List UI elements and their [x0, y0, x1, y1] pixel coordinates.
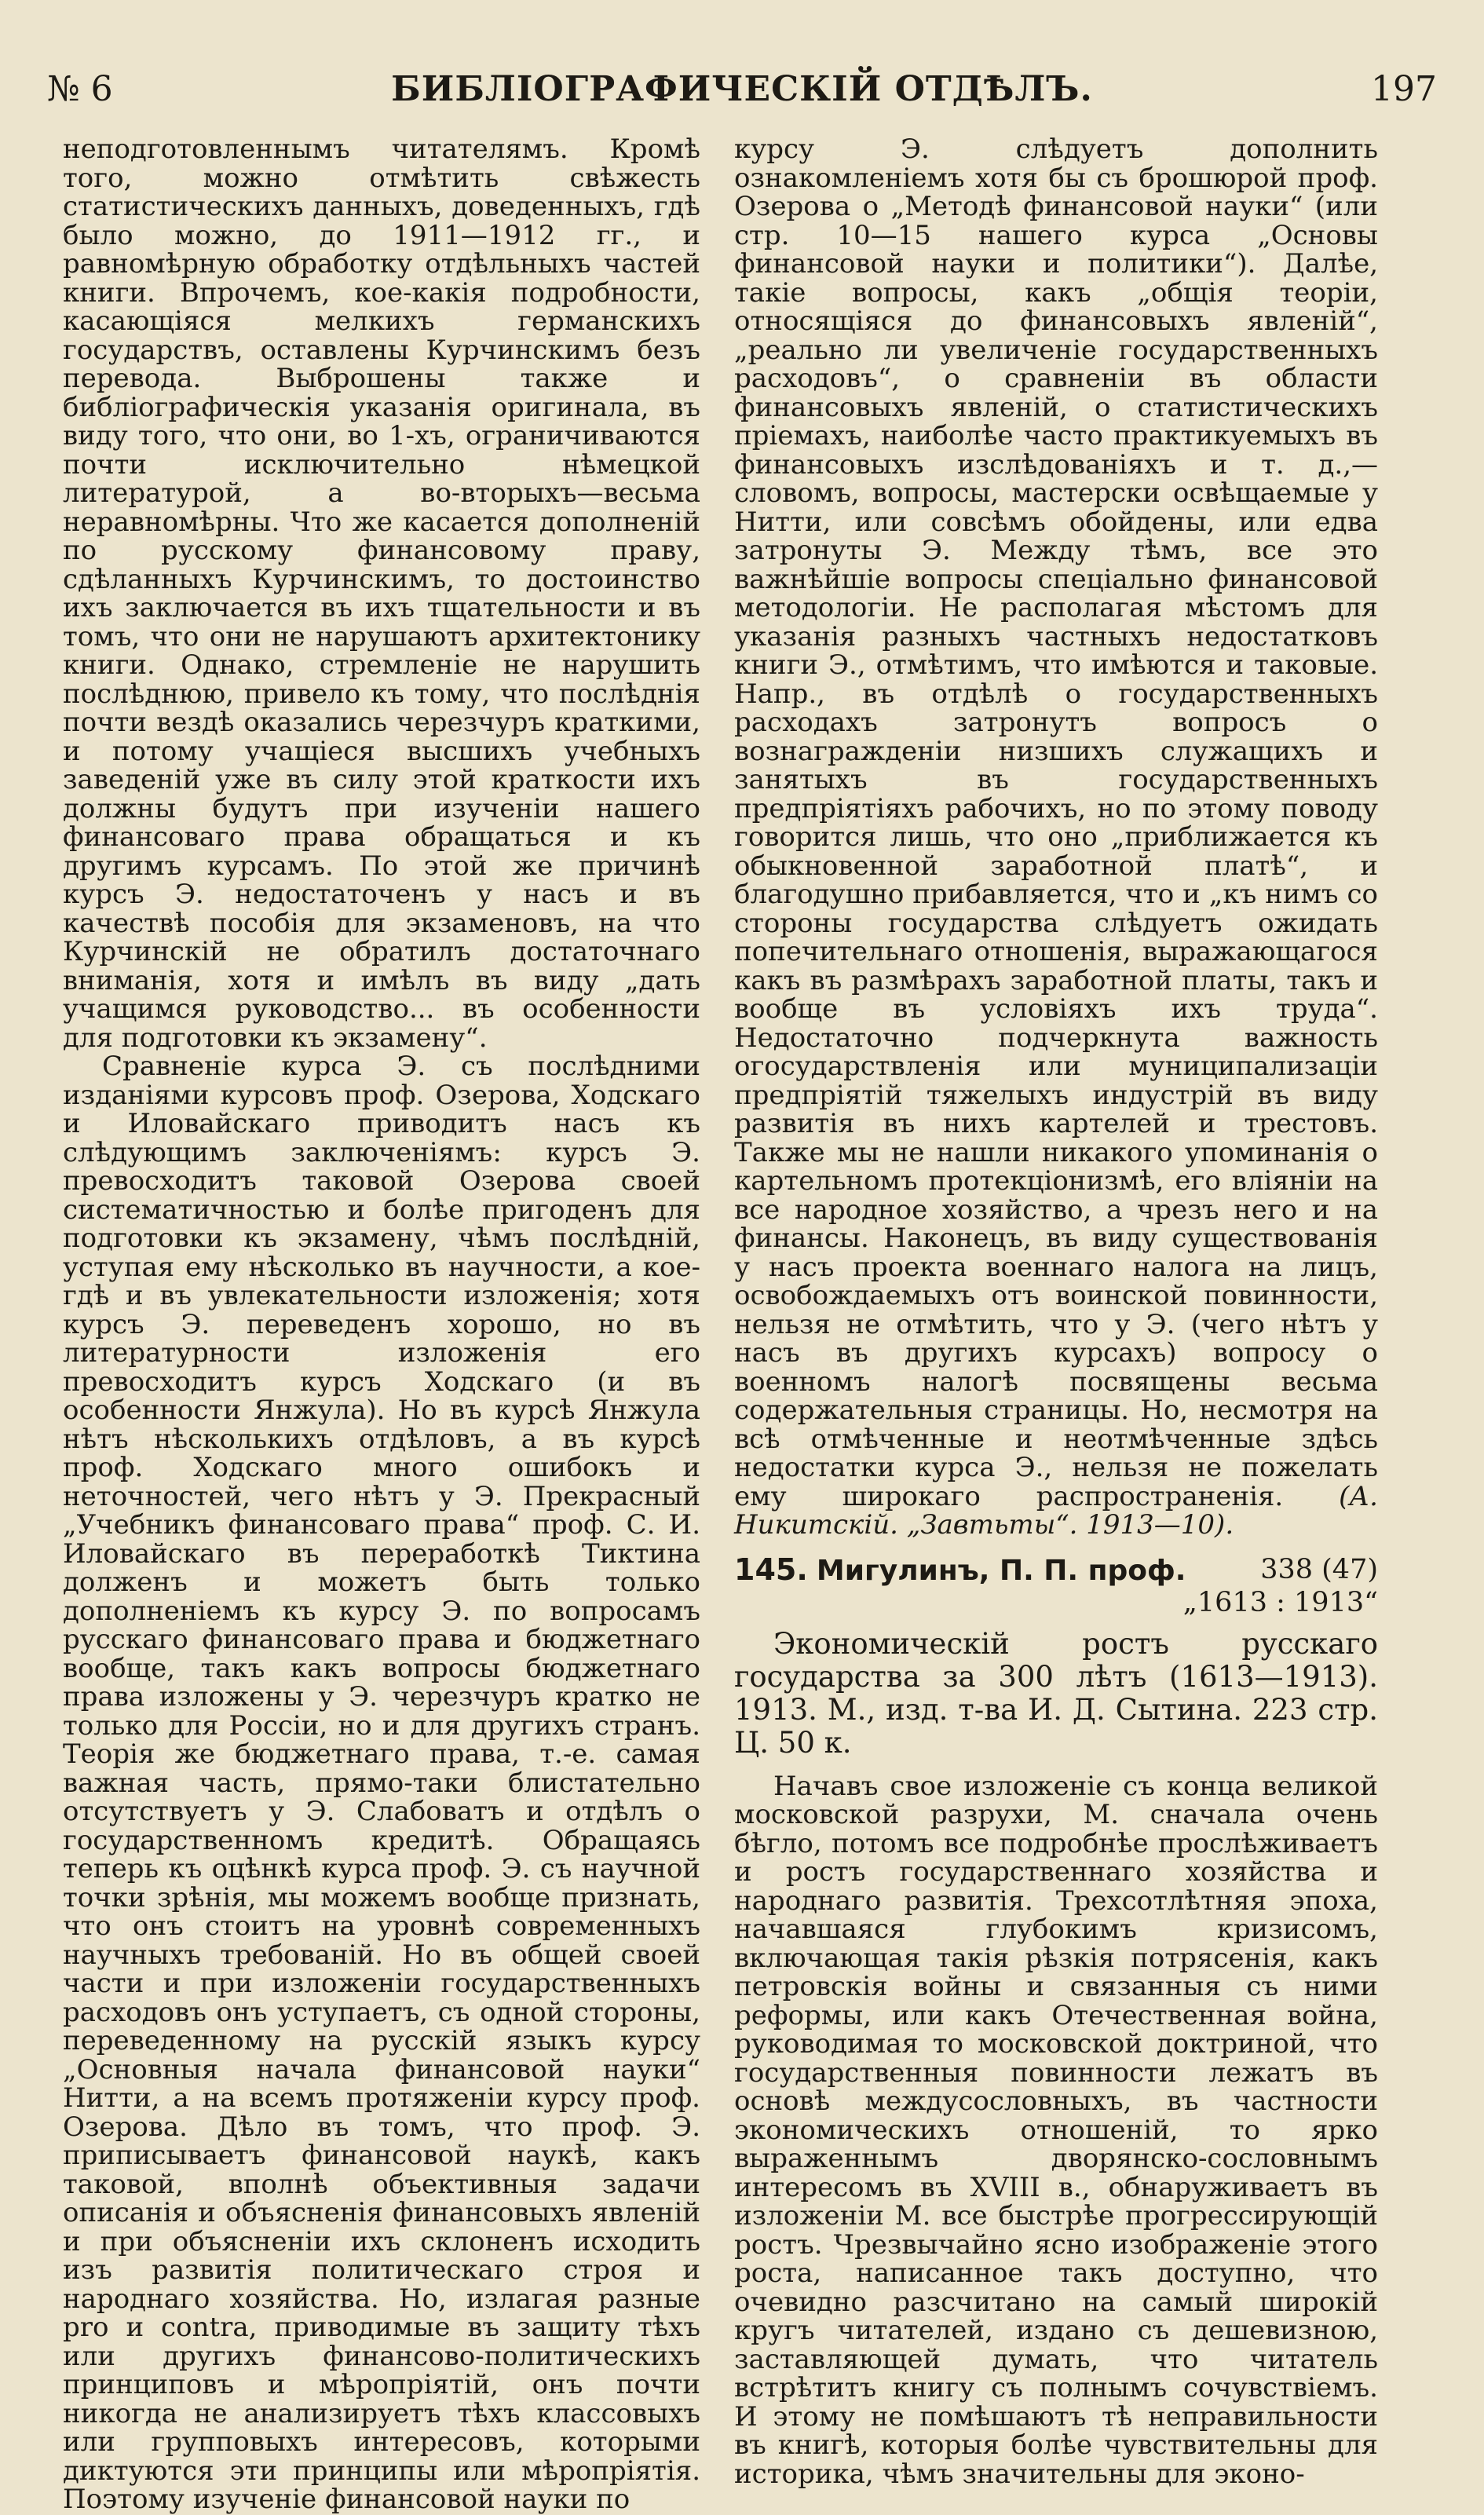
right-paragraph-1 — [734, 135, 1378, 1540]
entry-number: 145. — [734, 1552, 808, 1587]
entry-subclassification: „1613 : 1913“ — [1182, 1586, 1378, 1618]
left-paragraph-2: Сравненіе курса Э. съ послѣдними изданіями курсовъ проф. Озерова, Ходскаго и Иловайскаго приводитъ насъ къ слѣдующимъ заключеніямъ: курсъ Э. превосходитъ таковой Озерова своей систематичностью и болѣе пригоденъ для подготовки къ экзамену, чѣмъ послѣдній, уступая ему нѣсколько въ научности, а кое-гдѣ и въ увлекательности изложенія; хотя курсъ Э. переведенъ хорошо, но въ литературности изложенія его превосходитъ курсъ Ходскаго (и въ особенности Янжула). Но въ курсѣ Янжула нѣтъ нѣсколькихъ отдѣловъ, а въ курсѣ проф. Ходскаго много ошибокъ и неточностей, чего нѣтъ у Э. Прекрасный „Учебникъ финансоваго права“ проф. С. И. Иловайскаго въ переработкѣ Тиктина долженъ и можетъ быть только дополненіемъ къ курсу Э. по вопросамъ русскаго финансоваго права и бюджетнаго вообще, такъ какъ вопросы бюджетнаго права изложены у Э. черезчуръ кратко не только для Россіи, но и для другихъ странъ. Теорія же бюджетнаго права, т.-е. самая важная часть, прямо-таки блистательно отсутствуетъ у Э. Слабоватъ и отдѣлъ о государственномъ кредитѣ. Обращаясь теперь къ оцѣнкѣ курса проф. Э. съ научной точки зрѣнія, мы можемъ вообще признать, что онъ стоитъ на уровнѣ современныхъ научныхъ требованій. Но въ общей своей части и при изложеніи государственныхъ расходовъ онъ уступаетъ, съ одной стороны, переведенному на русскій языкъ курсу „Основныя начала финансовой науки“ Нитти, а на всемъ протяженіи курсу проф. Озерова. Дѣло въ томъ, что проф. Э. приписываетъ финансовой наукѣ, какъ таковой, вполнѣ объективныя задачи описанія и объясненія финансовыхъ явленій и при объясненіи ихъ склоненъ исходить изъ развитія политическаго строя и народнаго хозяйства. Но, излагая разные pro и contra, приводимые въ защиту тѣхъ или другихъ финансово-политическихъ принциповъ и мѣропріятій, онъ почти никогда не анализируетъ тѣхъ классовыхъ или групповыхъ интересовъ, которыми диктуются эти принципы или мѣропріятія. Поэтому изученіе финансовой науки по — [63, 1051, 700, 2515]
entry-classification: 338 (47) — [1260, 1553, 1378, 1585]
page-header — [47, 61, 1437, 116]
review-source: (А. Никитскій. „Завтьты“. 1913—10). — [734, 1480, 1378, 1541]
page-number: 197 — [1371, 68, 1437, 109]
issue-number: № 6 — [47, 68, 113, 109]
section-title: БИБЛІОГРАФИЧЕСКІЙ ОТДѢЛЪ. — [391, 68, 1093, 109]
left-column — [63, 135, 700, 2514]
entry-author: Мигулинъ, П. П. проф. — [816, 1554, 1186, 1587]
entry-heading — [734, 1554, 1378, 1587]
right-column — [734, 135, 1378, 2488]
right-paragraph-2: Начавъ свое изложеніе съ конца великой московской разрухи, М. сначала очень бѣгло, потомъ все подробнѣе прослѣживаетъ и ростъ государственнаго хозяйства и народнаго развитія. Трехсотлѣтняя эпоха, начавшаяся глубокимъ кризисомъ, включающая такія рѣзкія потрясенія, какъ петровскія войны и связанныя съ ними реформы, или какъ Отечественная война, руководимая то московской доктриной, что государственныя повинности лежатъ въ основѣ междусословныхъ, въ частности экономическихъ отношеній, то ярко выраженнымъ дворянско-сословнымъ интересомъ въ XVIII в., обнаруживаетъ въ изложеніи М. все быстрѣе прогрессирующій ростъ. Чрезвычайно ясно изображеніе этого роста, написанное такъ доступно, что очевидно разсчитано на самый широкій кругъ читателей, издано съ дешевизною, заставляющей думать, что читатель встрѣтитъ книгу съ полнымъ сочувствіемъ. И этому не помѣшаютъ тѣ неправильности въ книгѣ, которыя болѣе чувствительны для историка, чѣмъ значительны для эконо- — [734, 1770, 1378, 2490]
entry-title: Экономическій ростъ русскаго государства за 300 лѣтъ (1613—1913). 1913. М., изд. т-ва И. Д. Сытина. 223 стр. Ц. 50 к. — [734, 1626, 1378, 1760]
left-paragraph-1: неподготовленнымъ читателямъ. Кромѣ того, можно отмѣтить свѣжесть статистическихъ данныхъ, доведенныхъ, гдѣ было можно, до 1911—1912 гг., и равномѣрную обработку отдѣльныхъ частей книги. Впрочемъ, кое-какія подробности, касающіяся мелкихъ германскихъ государствъ, оставлены Курчинскимъ безъ перевода. Выброшены также и библіографическія указанія оригинала, въ виду того, что они, во 1-хъ, ограничиваются почти исключительно нѣмецкой литературой, а во-вторыхъ—весьма неравномѣрны. Что же касается дополненій по русскому финансовому праву, сдѣланныхъ Курчинскимъ, то достоинство ихъ заключается въ ихъ тщательности и въ томъ, что они не нарушаютъ архитектонику книги. Однако, стремленіе не нарушить послѣднюю, привело къ тому, что послѣднія почти вездѣ оказались черезчуръ краткими, и потому учащіеся высшихъ учебныхъ заведеній уже въ силу этой краткости ихъ должны будутъ при изученіи нашего финансоваго права обращаться и къ другимъ курсамъ. По этой же причинѣ курсъ Э. недостаточенъ у насъ и въ качествѣ пособія для экзаменовъ, на что Курчинскій не обратилъ достаточнаго вниманія, хотя и имѣлъ въ виду „дать учащимся руководство... въ особенности для подготовки къ экзамену“. — [63, 133, 700, 1054]
review-text: курсу Э. слѣдуетъ дополнить ознакомленіемъ хотя бы съ брошюрой проф. Озерова о „Методѣ финансовой науки“ (или стр. 10—15 нашего курса „Основы финансовой науки и политики“). Далѣе, такіе вопросы, какъ „общія теоріи, относящіяся до финансовыхъ явленій“, „реально ли увеличеніе государственныхъ расходовъ“, о сравненіи въ области финансовыхъ явленій, о статистическихъ пріемахъ, наиболѣе часто практикуемыхъ въ финансовыхъ изслѣдованіяхъ и т. д.,—словомъ, вопросы, мастерски освѣщаемые у Нитти, или совсѣмъ обойдены, или едва затронуты Э. Между тѣмъ, все это важнѣйшіе вопросы спеціально финансовой методологіи. Не располагая мѣстомъ для указанія разныхъ частныхъ недостатковъ книги Э., отмѣтимъ, что имѣются и таковые. Напр., въ отдѣлѣ о государственныхъ расходахъ затронутъ вопросъ о вознагражденіи низшихъ служащихъ и занятыхъ въ государственныхъ предпріятіяхъ рабочихъ, но по этому поводу говорится лишь, что оно „приближается къ обыкновенной заработной платѣ“, и благодушно прибавляется, что и „къ нимъ со стороны государства слѣдуетъ ожидать попечительнаго отношенія, выражающагося какъ въ размѣрахъ заработной платы, такъ и вообще въ условіяхъ ихъ труда“. Недостаточно подчеркнута важность огосударствленія или муниципализаціи предпріятій тяжелыхъ индустрій въ виду развитія въ нихъ картелей и трестовъ. Также мы не нашли никакого упоминанія о картельномъ протекціонизмѣ, его вліяніи на все народное хозяйство, а чрезъ него и на финансы. Наконецъ, въ виду существованія у насъ проекта военнаго налога на лицъ, освобождаемыхъ отъ воинской повинности, нельзя не отмѣтить, что у Э. (чего нѣтъ у насъ въ другихъ курсахъ) вопросу о военномъ налогѣ посвящены весьма содержательныя страницы. Но, несмотря на всѣ отмѣченные и неотмѣченные здѣсь недостатки курса Э., нельзя не пожелать ему широкаго распространенія. — [734, 133, 1378, 1512]
bibliography-entry — [734, 1554, 1378, 1760]
